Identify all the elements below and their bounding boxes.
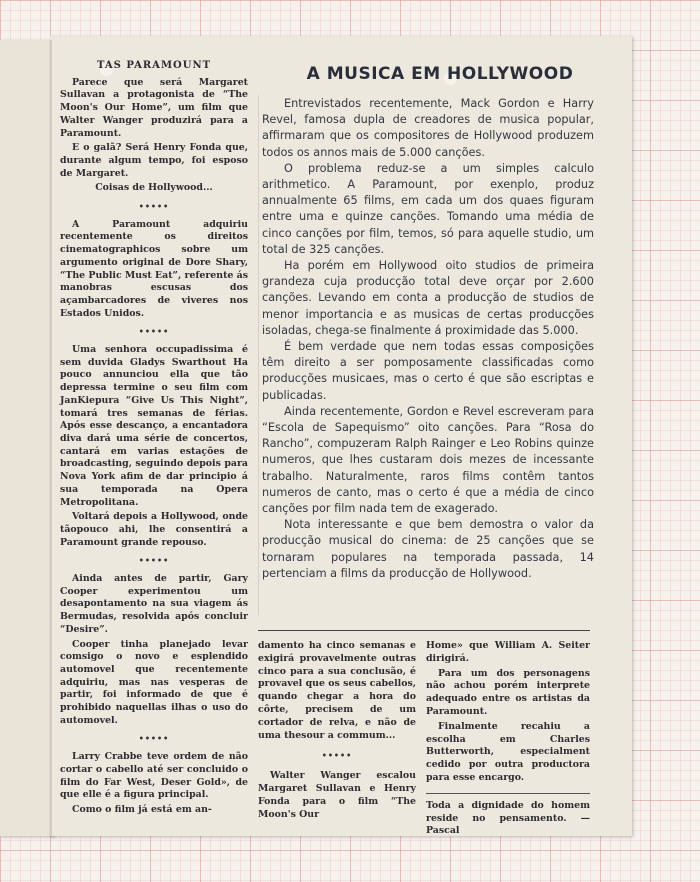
separator: ••••• bbox=[138, 201, 170, 212]
note-paragraph: E o galã? Será Henry Fonda que, durante algum tempo, foi esposo de Margaret. bbox=[60, 142, 248, 179]
note-paragraph: Para um dos personagens não achou porém interprete adequado entre os artistas da Paramount. bbox=[426, 667, 590, 717]
continuation-column-left bbox=[258, 640, 416, 823]
adjacent-page-edge bbox=[0, 40, 54, 836]
note-paragraph: Coisas de Hollywood... bbox=[95, 182, 213, 194]
pascal-quote: Toda a dignidade do homem reside no pensamento. — Pascal bbox=[426, 799, 590, 837]
note-paragraph: Como o film já está em an- bbox=[72, 803, 212, 815]
note-paragraph: Uma senhora occupadissima é sem duvida Gladys Swarthout Ha pouco annunciou ella que tão depressa termine o seu film com JanKiepura “Give Us This Night”, tomará tres semanas de férias. Após esse descanço, a encantadora diva dará uma série de concertos, cantará em varias estações de broadcasting, seguindo depois para Nova York afim de dar principio á sua temporada na Opera Metropolitana. bbox=[60, 344, 248, 508]
note-paragraph: Parece que será Margaret Sullavan a protagonista de “The Moon's Our Home”, um film que Walter Wanger produzirá para a Paramount. bbox=[60, 76, 248, 139]
article-body bbox=[262, 96, 594, 582]
page-fold bbox=[50, 40, 52, 836]
article-paragraph: Entrevistados recentemente, Mack Gordon e Harry Revel, famosa dupla de creadores de musica popular, affirmaram que os compositores de Hollywood produzem todos os annos mais de 5.000 canções. bbox=[262, 97, 594, 159]
article-paragraph: O problema reduz-se a um simples calculo arithmetico. A Paramount, por exenplo, produz annualmente 65 films, em cada um dos quaes figuram entre uma e quinze canções. Tomando uma média de cinco canções por film, temos, só para aquelle studio, um total de 325 canções. bbox=[262, 161, 594, 256]
article-title: A MUSICA EM HOLLYWOOD bbox=[306, 64, 574, 84]
article-paragraph: Nota interessante e que bem demostra o valor da producção musical do cinema: de 25 canções que se tornaram populares na temporada passada, 14 pertenciam a films da producção de Hollywood. bbox=[262, 518, 594, 580]
note-paragraph: Finalmente recahiu a escolha em Charles Butterworth, especialment cedido por outra productora para esse encargo. bbox=[426, 720, 590, 783]
separator: ••••• bbox=[138, 326, 170, 337]
continuation-column-right bbox=[426, 640, 590, 840]
article-paragraph: É bem verdade que nem todas essas composições têm direito a ser pomposamente classificadas como producções musicaes, mas o certo é que são escriptas e publicadas. bbox=[262, 340, 594, 402]
note-paragraph: Walter Wanger escalou Margaret Sullavan e Henry Fonda para o film “The Moon's Our bbox=[258, 770, 416, 820]
note-paragraph: damento ha cinco semanas e exigirá provavelmente outras cinco para a sua conclusão, é provavel que os seus cabellos, quando chegar a hora do côrte, precisem de um cortador de relva, e não de uma thesour a commum... bbox=[258, 640, 416, 741]
note-paragraph: A Paramount adquiriu recentemente os direitos cinematographicos sobre um argumento original de Dore Shary, “The Public Must Eat”, referente ás manobras escusas dos açambarcadores de viveres nos Estados Unidos. bbox=[60, 218, 248, 319]
column-header: TAS PARAMOUNT bbox=[96, 60, 212, 71]
paramount-notes-column bbox=[60, 60, 248, 819]
note-paragraph: Larry Crabbe teve ordem de não cortar o cabello até ser concluido o film do Far West, Deser Gold», de que elle é a figura principal. bbox=[60, 751, 248, 801]
separator: ••••• bbox=[138, 733, 170, 744]
note-paragraph: Voltará depois a Hollywood, onde tãopouco ahi, lhe consentirá a Paramount grande repouso. bbox=[60, 511, 248, 548]
article-paragraph: Ha porém em Hollywood oito studios de primeira grandeza cuja producção total deve orçar por 2.600 canções. Levando em conta a producção de studios de menor importancia e as musicas de certas producções isoladas, chega-se finalmente á proximidade das 5.000. bbox=[262, 259, 594, 337]
note-paragraph: Home» que William A. Seiter dirigirá. bbox=[426, 640, 590, 664]
note-paragraph: Ainda antes de partir, Gary Cooper experimentou um desapontamento na sua viagem ás Bermudas, resolvida após concluir “Desire”. bbox=[60, 573, 248, 635]
quote-divider bbox=[426, 793, 590, 794]
column-divider bbox=[258, 95, 259, 615]
separator: ••••• bbox=[138, 555, 170, 566]
article-paragraph: Ainda recentemente, Gordon e Revel escreveram para “Escola de Sapequismo” oito canções. Para “Rosa do Rancho”, compuzeram Ralph Rainger e Leo Robins quinze numeros, que lhes custaram dois mezes de incessante trabalho. Naturalmente, raros films contêm tantos numeros de canto, mas o certo é que a média de cinco canções por film nada tem de exagerado. bbox=[262, 404, 594, 516]
section-divider bbox=[258, 630, 590, 631]
note-paragraph: Cooper tinha planejado levar comsigo o novo e esplendido automovel que recentemente adquiriu, mas nas vesperas de partir, foi informado de que é prohibido naquellas ilhas o uso do automovel. bbox=[60, 638, 248, 726]
separator: ••••• bbox=[321, 750, 353, 761]
